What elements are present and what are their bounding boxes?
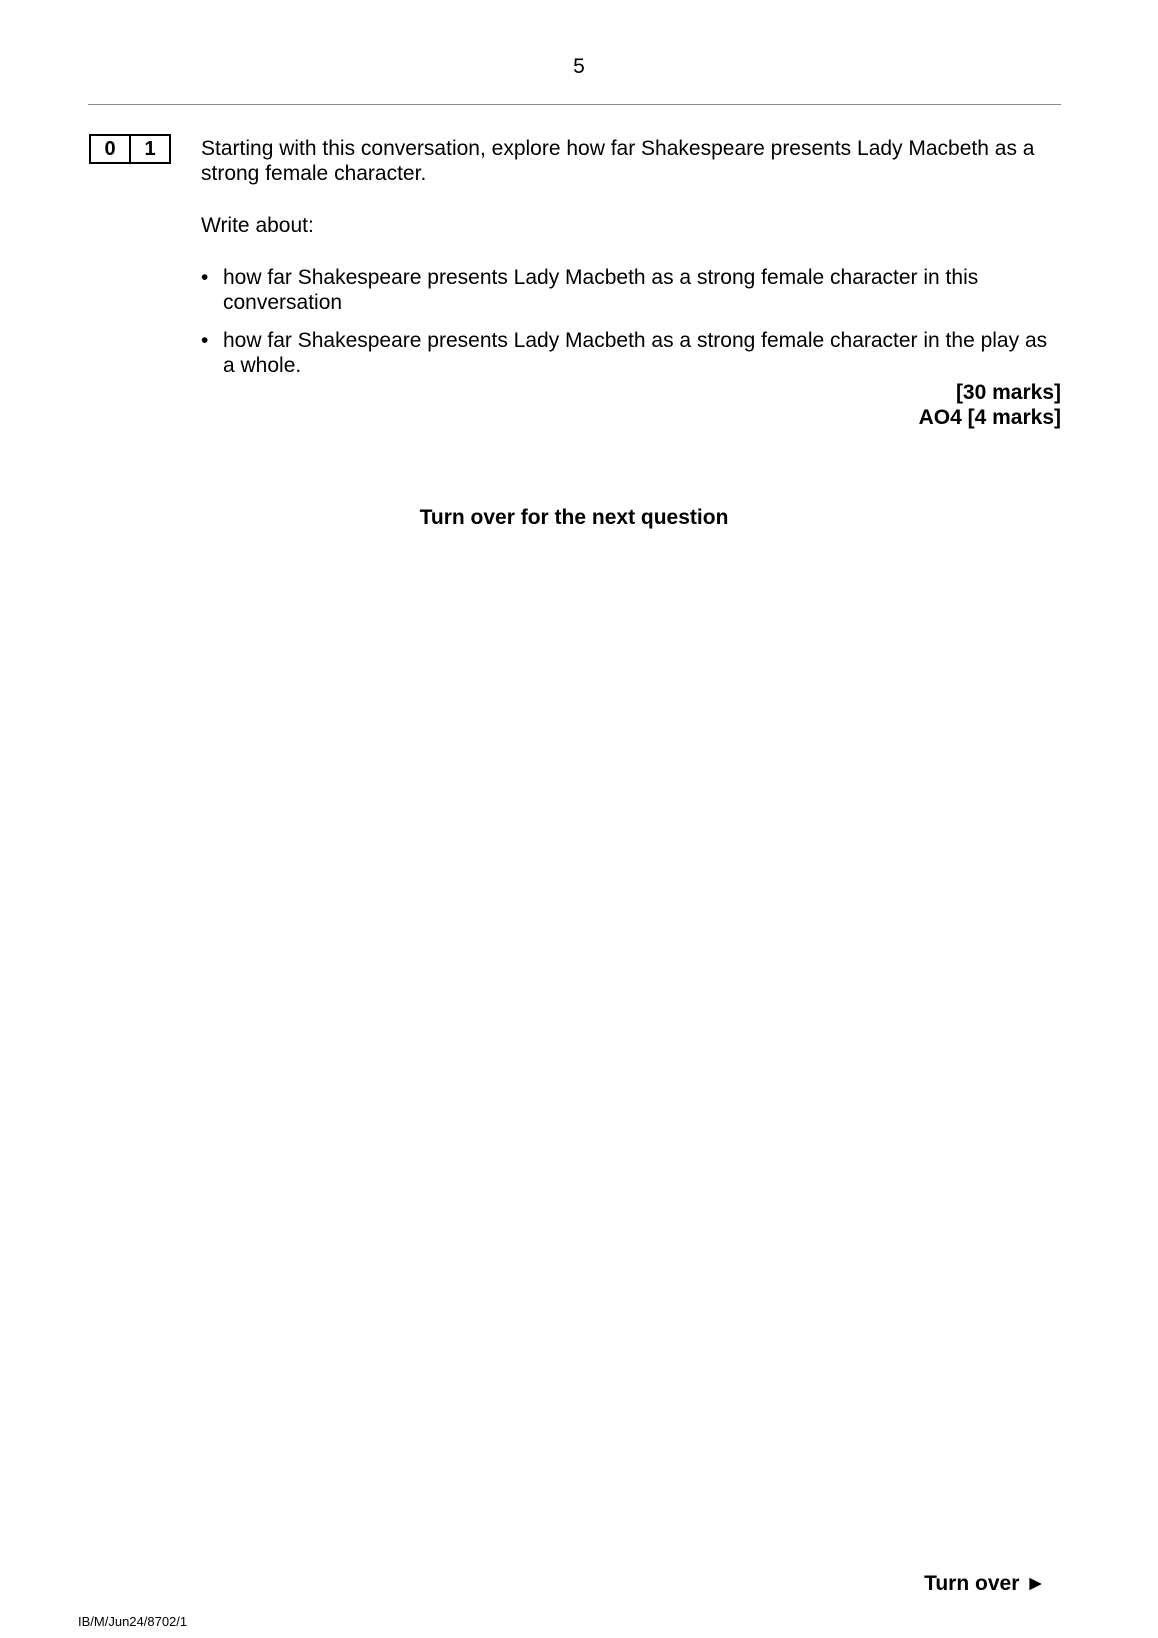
turn-over-label: Turn over ► [924, 1572, 1046, 1595]
page-number: 5 [573, 55, 585, 78]
marks-allocation [919, 380, 1061, 430]
bullet-item: • how far Shakespeare presents Lady Macbeth as a strong female character in this conversation [201, 265, 1061, 315]
write-about-label: Write about: [201, 214, 314, 237]
header-divider [88, 104, 1061, 105]
footer-code: IB/M/Jun24/8702/1 [78, 1614, 188, 1629]
next-question-note: Turn over for the next question [419, 506, 729, 529]
question-prompt: Starting with this conversation, explore how far Shakespeare presents Lady Macbeth as a strong female character. [201, 137, 1035, 185]
ao4-marks: AO4 [4 marks] [918, 406, 1061, 429]
bullet-list [201, 265, 1061, 391]
total-marks: [30 marks] [955, 381, 1061, 404]
question-number-digit: 1 [131, 134, 171, 164]
question-number [89, 134, 171, 164]
question-number-digit: 0 [89, 134, 131, 164]
bullet-item: • how far Shakespeare presents Lady Macbeth as a strong female character in the play as a whole. [201, 328, 1061, 378]
